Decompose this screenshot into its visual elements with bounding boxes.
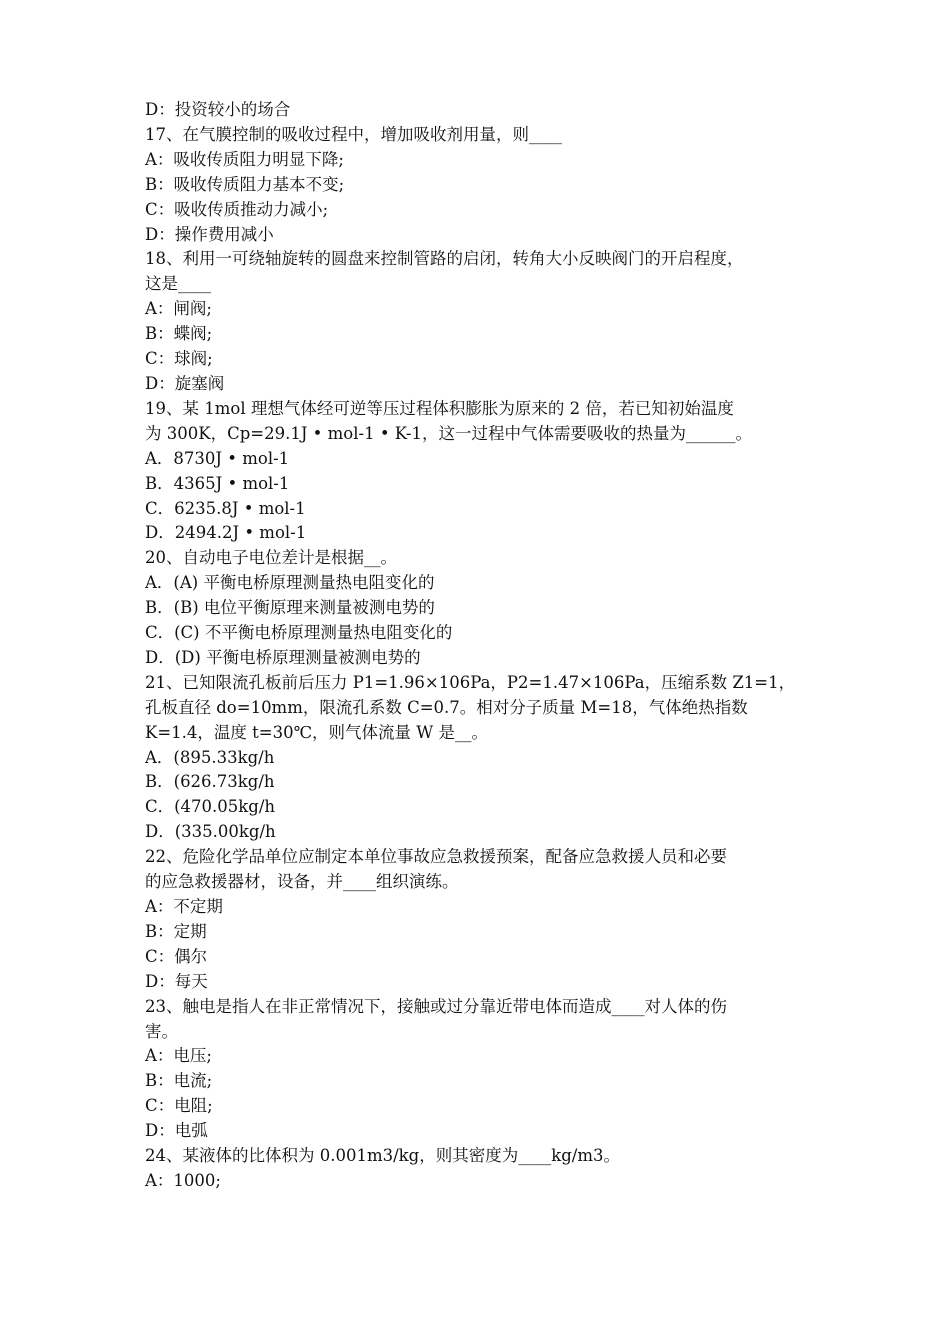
- option-line: C：吸收传质推动力减小;: [145, 199, 329, 219]
- option-line: A．(895.33kg/h: [145, 747, 275, 767]
- option-line: D：投资较小的场合: [145, 100, 291, 119]
- option-line: A：不定期: [145, 897, 223, 916]
- option-line: C．(C) 不平衡电桥原理测量热电阻变化的: [145, 623, 453, 643]
- question-18: 18、利用一可绕轴旋转的圆盘来控制管路的启闭，转角大小反映阀门的开启程度，: [145, 249, 744, 269]
- option-line: C．6235.8J • mol-1: [145, 498, 306, 518]
- option-line: D：电弧: [145, 1121, 208, 1141]
- option-line: A：1000;: [145, 1170, 221, 1190]
- document-page: [145, 98, 815, 1194]
- question-22: 22、危险化学品单位应制定本单位事故应急救援预案，配备应急救援人员和必要: [145, 847, 727, 867]
- option-line: B：电流;: [145, 1071, 213, 1091]
- option-line: D．2494.2J • mol-1: [145, 523, 307, 543]
- question-20: 20、自动电子电位差计是根据__。: [145, 548, 397, 568]
- option-line: C．(470.05kg/h: [145, 797, 276, 817]
- question-17: 17、在气膜控制的吸收过程中，增加吸收剂用量，则____: [145, 124, 562, 144]
- question-24: 24、某液体的比体积为 0.001m3/kg，则其密度为____kg/m3。: [145, 1146, 621, 1166]
- option-line: D：每天: [145, 971, 208, 991]
- option-line: A．8730J • mol-1: [145, 448, 290, 468]
- question-19-cont: 为 300K，Cp=29.1J • mol-1 • K-1，这一过程中气体需要吸收的热量为______。: [145, 423, 753, 443]
- option-line: D：操作费用减小: [145, 224, 274, 244]
- option-line: D：旋塞阀: [145, 373, 225, 393]
- option-line: C：电阻;: [145, 1096, 213, 1116]
- option-line: B：定期: [145, 921, 207, 941]
- question-23: 23、触电是指人在非正常情况下，接触或过分靠近带电体而造成____对人体的伤: [145, 996, 727, 1016]
- question-23-cont: 害。: [145, 1021, 178, 1041]
- question-21-cont: 孔板直径 do=10mm，限流孔系数 C=0.7。相对分子质量 M=18，气体绝热指数: [145, 697, 748, 717]
- question-18-cont: 这是____: [145, 274, 211, 294]
- option-line: C：球阀;: [145, 349, 213, 369]
- question-21-cont: K=1.4，温度 t=30℃，则气体流量 W 是__。: [145, 722, 488, 742]
- option-line: B：吸收传质阻力基本不变;: [145, 174, 345, 194]
- option-line: D．(335.00kg/h: [145, 822, 276, 842]
- option-line: B．4365J • mol-1: [145, 473, 290, 493]
- option-line: D．(D) 平衡电桥原理测量被测电势的: [145, 647, 421, 667]
- option-line: B：蝶阀;: [145, 324, 213, 344]
- option-line: A：闸阀;: [145, 299, 212, 319]
- option-line: A．(A) 平衡电桥原理测量热电阻变化的: [145, 573, 435, 593]
- option-line: C：偶尔: [145, 946, 208, 966]
- option-line: B．(B) 电位平衡原理来测量被测电势的: [145, 598, 435, 618]
- option-line: A：吸收传质阻力明显下降;: [145, 149, 344, 169]
- option-line: A：电压;: [145, 1046, 212, 1066]
- question-19: 19、某 1mol 理想气体经可逆等压过程体积膨胀为原来的 2 倍，若已知初始温度: [145, 398, 734, 418]
- question-22-cont: 的应急救援器材，设备，并____组织演练。: [145, 872, 459, 892]
- question-21: 21、已知限流孔板前后压力 P1=1.96×106Pa，P2=1.47×106Pa，压缩系数 Z1=1，: [145, 672, 796, 692]
- option-line: B．(626.73kg/h: [145, 772, 275, 792]
